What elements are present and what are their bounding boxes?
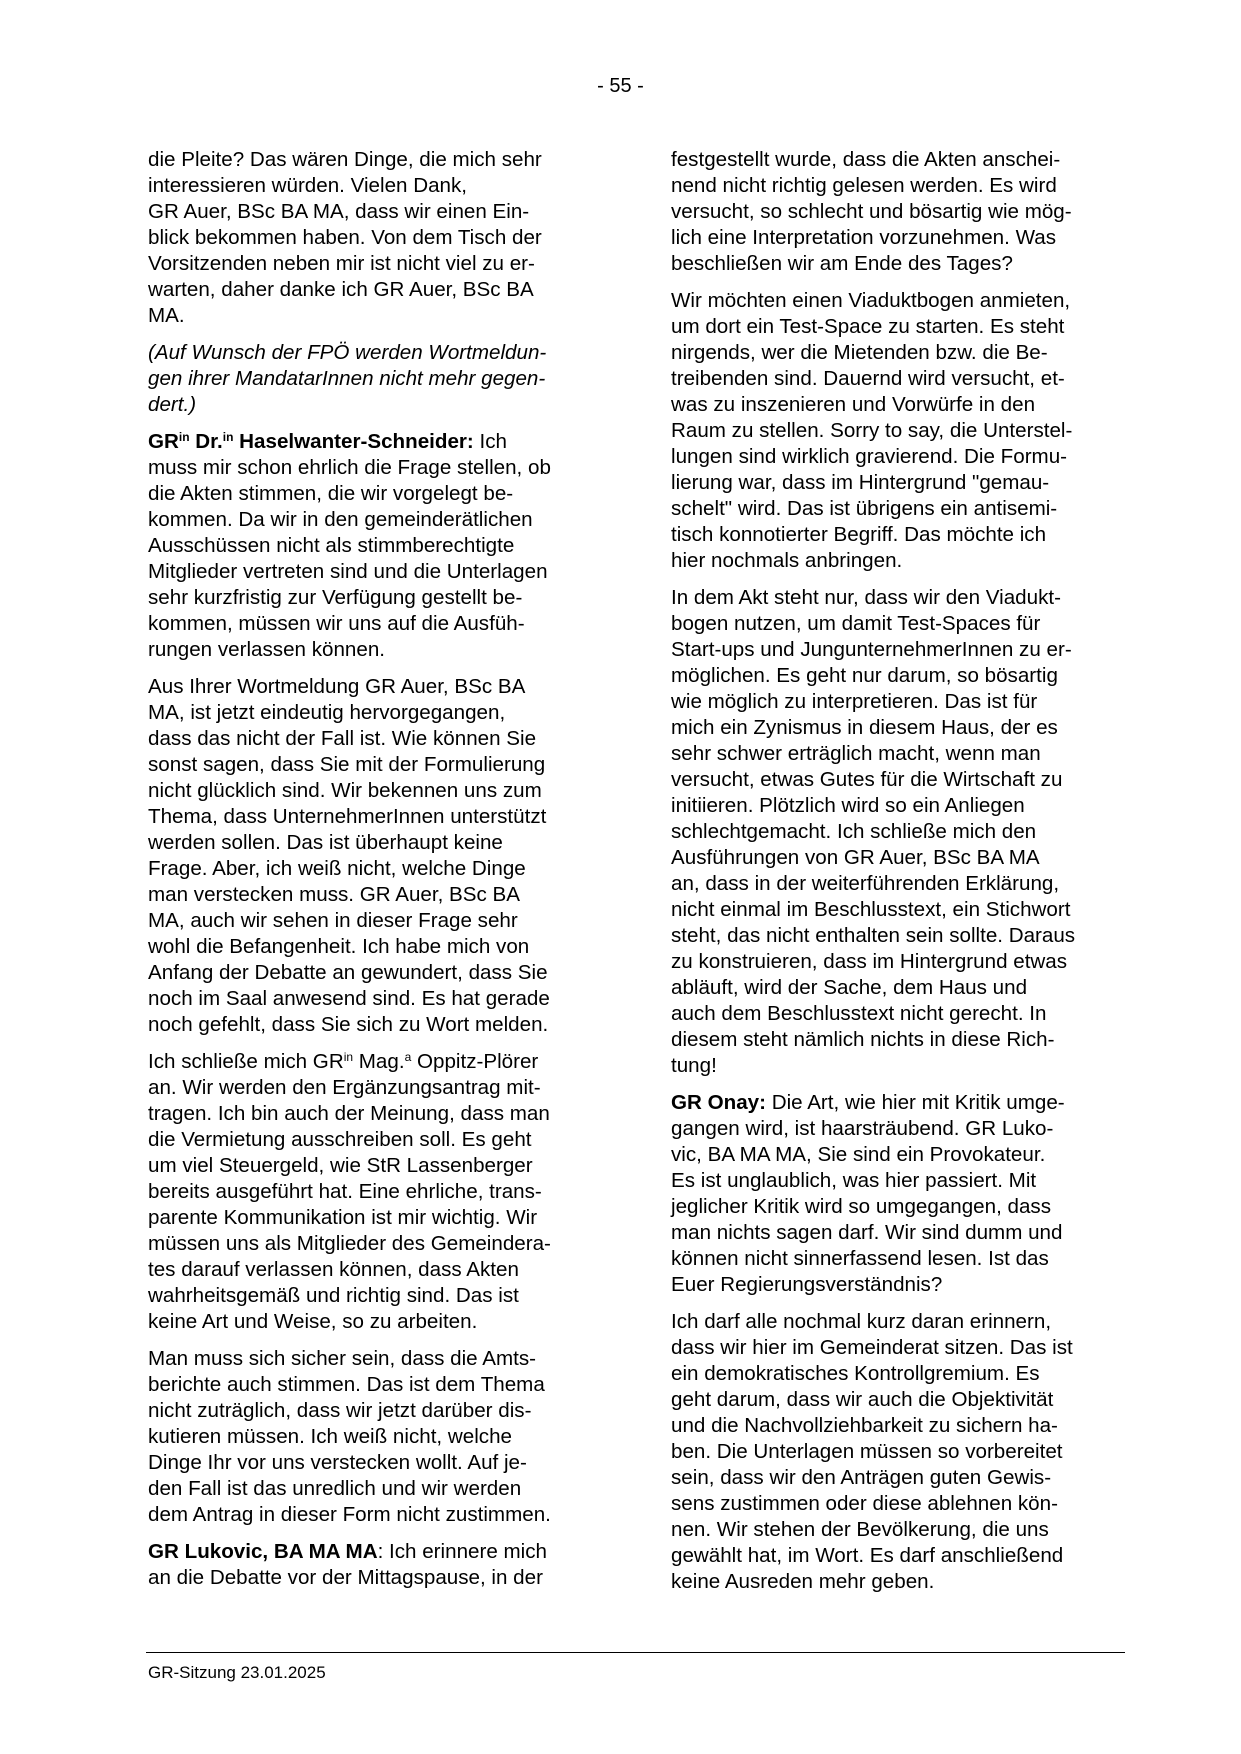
text-line: um viel Steuergeld, wie StR Lassenberger bbox=[148, 1154, 533, 1177]
text-line: tes darauf verlassen können, dass Akten bbox=[148, 1258, 519, 1281]
left-column bbox=[148, 147, 600, 1602]
text-line: Thema, dass UnternehmerInnen unterstützt bbox=[148, 805, 547, 828]
text-line: können nicht sinnerfassend lesen. Ist das bbox=[671, 1247, 1049, 1270]
text-line: nicht einmal im Beschlusstext, ein Stichwort bbox=[671, 898, 1071, 921]
speech-lukovic: GR Lukovic, BA MA MA: Ich erinnere mich an die Debatte vor der Mittagspause, in der bbox=[148, 1539, 600, 1591]
text-line: dert.) bbox=[148, 393, 197, 416]
text-line: an, dass in der weiterführenden Erklärung, bbox=[671, 872, 1060, 895]
text-line: mich ein Zynismus in diesem Haus, der es bbox=[671, 716, 1058, 739]
text-line: lich eine Interpretation vorzunehmen. Was bbox=[671, 226, 1056, 249]
text-line: versucht, so schlecht und bösartig wie mög- bbox=[671, 200, 1072, 223]
text-line: möglichen. Es geht nur darum, so bösartig bbox=[671, 664, 1058, 687]
text-line: an die Debatte vor der Mittagspause, in der bbox=[148, 1566, 543, 1589]
text-line: dem Antrag in dieser Form nicht zustimmen. bbox=[148, 1503, 551, 1526]
paragraph bbox=[671, 1309, 1123, 1595]
text-line: auch dem Beschlusstext nicht gerecht. In bbox=[671, 1002, 1047, 1025]
text-line: Ich darf alle nochmal kurz daran erinnern, bbox=[671, 1310, 1052, 1333]
text-line: berichte auch stimmen. Das ist dem Thema bbox=[148, 1373, 545, 1396]
text-line: wahrheitsgemäß und richtig sind. Das ist bbox=[148, 1284, 519, 1307]
text-line: man nichts sagen darf. Wir sind dumm und bbox=[671, 1221, 1063, 1244]
text-line: gewählt hat, im Wort. Es darf anschließend bbox=[671, 1544, 1064, 1567]
text-line: warten, daher danke ich GR Auer, BSc BA bbox=[148, 278, 534, 301]
text-line: nend nicht richtig gelesen werden. Es wird bbox=[671, 174, 1057, 197]
text-line: Frage. Aber, ich weiß nicht, welche Dinge bbox=[148, 857, 526, 880]
text-line: beschließen wir am Ende des Tages? bbox=[671, 252, 1013, 275]
paragraph bbox=[671, 288, 1123, 574]
text-line: gangen wird, ist haarsträubend. GR Luko- bbox=[671, 1117, 1054, 1140]
text-line: Mitglieder vertreten sind und die Unterlagen bbox=[148, 560, 548, 583]
page-number: - 55 - bbox=[597, 75, 644, 97]
text-line: GR Auer, BSc BA MA, dass wir einen Ein- bbox=[148, 200, 530, 223]
text-line: versucht, etwas Gutes für die Wirtschaft zu bbox=[671, 768, 1063, 791]
text-line: keine Ausreden mehr geben. bbox=[671, 1570, 935, 1593]
text-line: keine Art und Weise, so zu arbeiten. bbox=[148, 1310, 478, 1333]
paragraph bbox=[148, 1346, 600, 1528]
paragraph bbox=[671, 147, 1123, 277]
text-line: Es ist unglaublich, was hier passiert. Mit bbox=[671, 1169, 1037, 1192]
text-line: sens zustimmen oder diese ablehnen kön- bbox=[671, 1492, 1058, 1515]
text-line: Wir möchten einen Viaduktbogen anmieten, bbox=[671, 289, 1071, 312]
text-line: kommen, müssen wir uns auf die Ausfüh- bbox=[148, 612, 525, 635]
text-line: MA, ist jetzt eindeutig hervorgegangen, bbox=[148, 701, 506, 724]
text-line: lierung war, dass im Hintergrund "gemau- bbox=[671, 471, 1050, 494]
text-line: Aus Ihrer Wortmeldung GR Auer, BSc BA bbox=[148, 675, 526, 698]
speaker-name: GR Onay: bbox=[671, 1091, 766, 1114]
paragraph-lines bbox=[148, 1075, 600, 1335]
text-line: lungen sind wirklich gravierend. Die Formu- bbox=[671, 445, 1068, 468]
text-line: steht, das nicht enthalten sein sollte. Daraus bbox=[671, 924, 1076, 947]
speech-lines bbox=[148, 455, 600, 663]
editorial-note bbox=[148, 340, 600, 418]
text-line: Man muss sich sicher sein, dass die Amts- bbox=[148, 1347, 536, 1370]
text-line: sonst sagen, dass Sie mit der Formulierung bbox=[148, 753, 546, 776]
speech-onay: GR Onay: Die Art, wie hier mit Kritik umge- gangen wird, ist haarsträubend. GR Luko- vic, BA MA MA, Sie sind ein Provokateur. Es ist unglaublich, was hier passiert. Mit jeglicher Kritik wird so umgegangen, dass man nichts sagen darf. Wir sind dumm und können nicht sinnerfassend lesen. Ist das Euer Regierungsverständnis? bbox=[671, 1090, 1123, 1298]
text-line: Anfang der Debatte an gewundert, dass Sie bbox=[148, 961, 548, 984]
footer-session-date: GR-Sitzung 23.01.2025 bbox=[148, 1663, 326, 1682]
text-line: die Vermietung ausschreiben soll. Es geht bbox=[148, 1128, 532, 1151]
text-line: treibenden sind. Dauernd wird versucht, et- bbox=[671, 367, 1065, 390]
text-line: nirgends, wer die Mietenden bzw. die Be- bbox=[671, 341, 1048, 364]
text-line: ben. Die Unterlagen müssen so vorbereitet bbox=[671, 1440, 1063, 1463]
text-line: MA, auch wir sehen in dieser Frage sehr bbox=[148, 909, 518, 932]
text-line: abläuft, wird der Sache, dem Haus und bbox=[671, 976, 1028, 999]
text-line: nicht zuträglich, dass wir jetzt darüber dis- bbox=[148, 1399, 532, 1422]
text-line: Euer Regierungsverständnis? bbox=[671, 1273, 943, 1296]
text-line: was zu inszenieren und Vorwürfe in den bbox=[671, 393, 1036, 416]
text-line: noch gefehlt, dass Sie sich zu Wort melden. bbox=[148, 1013, 549, 1036]
text-line: dass wir hier im Gemeinderat sitzen. Das ist bbox=[671, 1336, 1073, 1359]
text-line: initiieren. Plötzlich wird so ein Anliegen bbox=[671, 794, 1025, 817]
speaker-name: $GR^{in}$ Dr.$^{in}$ Haselwanter-Schneider: bbox=[148, 430, 474, 453]
text-line: nicht glücklich sind. Wir bekennen uns zum bbox=[148, 779, 542, 802]
text-line: um dort ein Test-Space zu starten. Es steht bbox=[671, 315, 1065, 338]
text-line: den Fall ist das unredlich und wir werden bbox=[148, 1477, 522, 1500]
text-line: Vorsitzenden neben mir ist nicht viel zu er- bbox=[148, 252, 535, 275]
text-line: interessieren würden. Vielen Dank, bbox=[148, 174, 468, 197]
text-line: vic, BA MA MA, Sie sind ein Provokateur. bbox=[671, 1143, 1046, 1166]
paragraph bbox=[148, 147, 600, 329]
speech-lines bbox=[671, 1116, 1123, 1298]
text-line: schelt" wird. Das ist übrigens ein antisemi- bbox=[671, 497, 1058, 520]
speech-haselwanter-schneider: $GR^{in}$ Dr.$^{in}$ Haselwanter-Schneider: Ich muss mir schon ehrlich die Frage stellen, ob die Akten stimmen, die wir vorgelegt be- kommen. Da wir in den gemeinderätlichen Ausschüssen nicht als stimmberechtigte Mitglieder vertreten sind und die Unterlagen sehr kurzfristig zur Verfügung gestellt be- kommen, müssen wir uns auf die Ausfüh- rungen verlassen können. bbox=[148, 429, 600, 663]
text-line: wohl die Befangenheit. Ich habe mich von bbox=[148, 935, 530, 958]
text-line: geht darum, dass wir auch die Objektivität bbox=[671, 1388, 1054, 1411]
text-line: Dinge Ihr vor uns verstecken wollt. Auf je- bbox=[148, 1451, 527, 1474]
text-line: tung! bbox=[671, 1054, 717, 1077]
text-line: In dem Akt steht nur, dass wir den Viadukt- bbox=[671, 586, 1061, 609]
text-line: nen. Wir stehen der Bevölkerung, die uns bbox=[671, 1518, 1049, 1541]
text-line: Ausführungen von GR Auer, BSc BA MA bbox=[671, 846, 1040, 869]
text-line: tragen. Ich bin auch der Meinung, dass man bbox=[148, 1102, 550, 1125]
text-line: rungen verlassen können. bbox=[148, 638, 385, 661]
text-line: diesem steht nämlich nichts in diese Rich- bbox=[671, 1028, 1055, 1051]
paragraph bbox=[671, 585, 1123, 1079]
text-line: sein, dass wir den Anträgen guten Gewis- bbox=[671, 1466, 1052, 1489]
text-line: bogen nutzen, um damit Test-Spaces für bbox=[671, 612, 1041, 635]
text-line: tisch konnotierter Begriff. Das möchte ich bbox=[671, 523, 1047, 546]
text-line: die Pleite? Das wären Dinge, die mich sehr bbox=[148, 148, 542, 171]
text-line: werden sollen. Das ist überhaupt keine bbox=[148, 831, 503, 854]
text-line: bereits ausgeführt hat. Eine ehrliche, trans- bbox=[148, 1180, 542, 1203]
text-line: sehr schwer erträglich macht, wenn man bbox=[671, 742, 1041, 765]
text-line: Ausschüssen nicht als stimmberechtigte bbox=[148, 534, 515, 557]
text-line: festgestellt wurde, dass die Akten anschei- bbox=[671, 148, 1061, 171]
text-line: blick bekommen haben. Von dem Tisch der bbox=[148, 226, 542, 249]
paragraph: Ich schließe mich $GR^{in}$ Mag.$^a$ Oppitz-Plörer an. Wir werden den Ergänzungsantrag mit- tragen. Ich bin auch der Meinung, dass man die Vermietung ausschreiben soll. Es geht um viel Steuergeld, wie StR Lassenberger bereits ausgeführt hat. Eine ehrliche, trans- parente Kommunikation ist mir wichtig. Wir müssen uns als Mitglieder des Gemeindera- tes darauf verlassen können, dass Akten wahrheitsgemäß und richtig sind. Das ist keine Art und Weise, so zu arbeiten. bbox=[148, 1049, 600, 1335]
text-line: müssen uns als Mitglieder des Gemeindera- bbox=[148, 1232, 551, 1255]
text-line: noch im Saal anwesend sind. Es hat gerade bbox=[148, 987, 550, 1010]
text-line: kommen. Da wir in den gemeinderätlichen bbox=[148, 508, 533, 531]
speaker-name: GR Lukovic, BA MA MA bbox=[148, 1540, 378, 1563]
text-line: sehr kurzfristig zur Verfügung gestellt be- bbox=[148, 586, 523, 609]
text-line: gen ihrer MandatarInnen nicht mehr gegen- bbox=[148, 367, 546, 390]
text-line: hier nochmals anbringen. bbox=[671, 549, 903, 572]
text-line: jeglicher Kritik wird so umgegangen, dass bbox=[671, 1195, 1052, 1218]
text-line: parente Kommunikation ist mir wichtig. Wir bbox=[148, 1206, 538, 1229]
right-column bbox=[671, 147, 1123, 1606]
text-line: man verstecken muss. GR Auer, BSc BA bbox=[148, 883, 520, 906]
paragraph bbox=[148, 674, 600, 1038]
text-line: Start-ups und JungunternehmerInnen zu er- bbox=[671, 638, 1072, 661]
text-line: schlechtgemacht. Ich schließe mich den bbox=[671, 820, 1037, 843]
text-line: die Akten stimmen, die wir vorgelegt be- bbox=[148, 482, 514, 505]
text-line: muss mir schon ehrlich die Frage stellen, ob bbox=[148, 456, 551, 479]
text-line: kutieren müssen. Ich weiß nicht, welche bbox=[148, 1425, 512, 1448]
text-line: MA. bbox=[148, 304, 185, 327]
text-line: dass das nicht der Fall ist. Wie können Sie bbox=[148, 727, 537, 750]
text-line: zu konstruieren, dass im Hintergrund etwas bbox=[671, 950, 1068, 973]
text-line: (Auf Wunsch der FPÖ werden Wortmeldun- bbox=[148, 341, 547, 364]
text-line: Raum zu stellen. Sorry to say, die Unterstel- bbox=[671, 419, 1073, 442]
footer-rule bbox=[146, 1652, 1125, 1653]
text-line: ein demokratisches Kontrollgremium. Es bbox=[671, 1362, 1040, 1385]
text-line: an. Wir werden den Ergänzungsantrag mit- bbox=[148, 1076, 541, 1099]
text-line: und die Nachvollziehbarkeit zu sichern ha- bbox=[671, 1414, 1058, 1437]
speech-lines bbox=[148, 1565, 600, 1591]
text-line: wie möglich zu interpretieren. Das ist für bbox=[671, 690, 1038, 713]
